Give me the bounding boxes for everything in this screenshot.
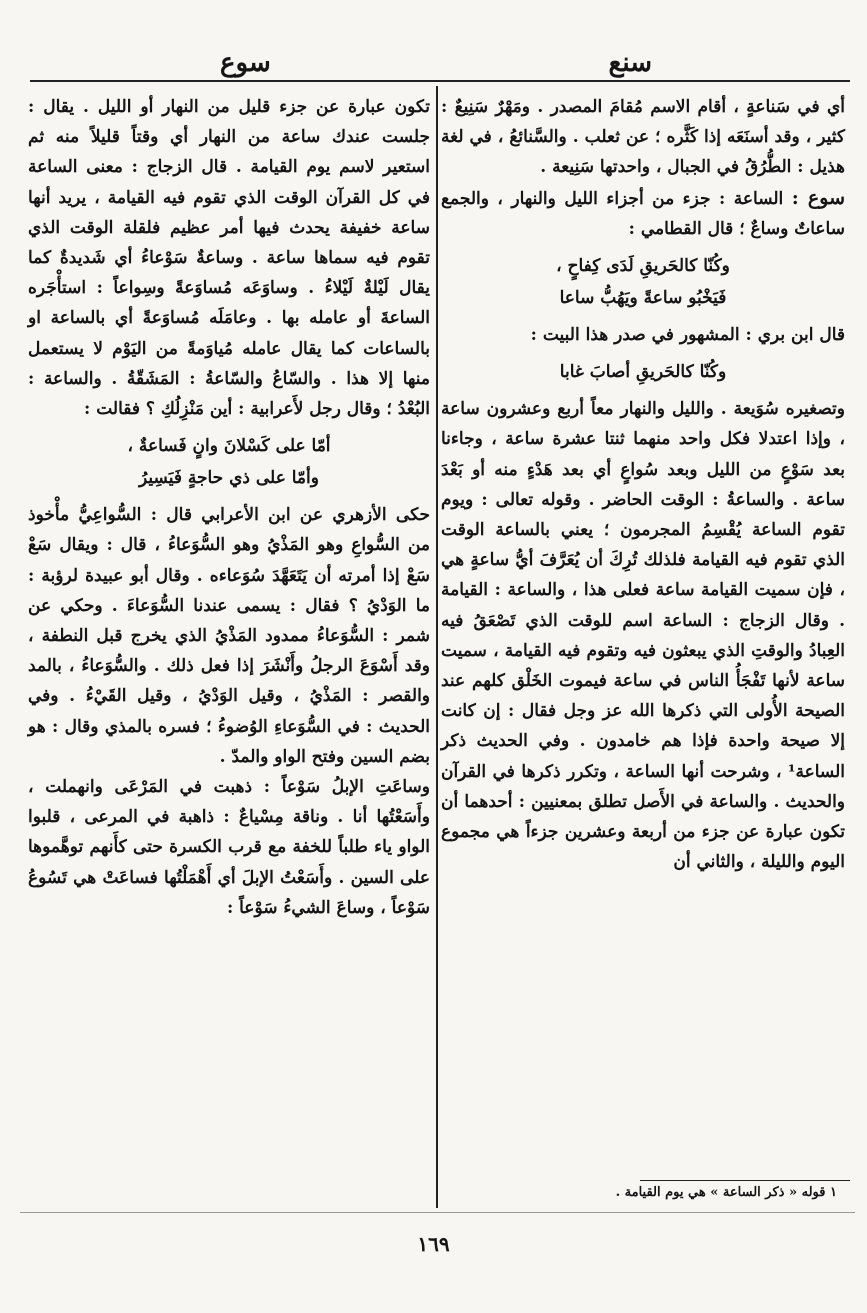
entry-head-word: سوع : [791, 186, 846, 209]
footnote: ١ قوله « ذكر الساعة » هي يوم القيامة . [615, 1185, 837, 1200]
entry-paragraph-6: حكى الأزهري عن ابن الأعرابي قال : السُّواعِيُّ مأْخوذ من السُّواعِ وهو المَذْيُ وهو السُّوَعاءُ ، قال : ويقال سَعْ سَعْ إذا أمرته أن يَتَعَهَّدَ سُوَعاءه . وقال أبو عبيدة لرؤبة : ما الوَدْيُ ؟ فقال : يسمى عندنا السُّوَعاءَ . وحكي عن شمر : السُّوَعاءُ ممدود المَذْيُ الذي يخرج قبل النطفة ، وقد أَسْوَعَ الرجلُ وأَنْشَرَ إذا فعل ذلك . والسُّوَعاءُ ، بالمد والقصر : المَذْيُ ، وقيل الوَدْيُ ، وقيل القَيْءُ . وفي الحديث : في السُّوَعاءِ الوُضوءُ ؛ فسره بالمذي وقال : هو بضم السين وفتح الواو والمدّ . [28, 505, 430, 767]
entry-paragraph-3: قال ابن بري : المشهور في صدر هذا البيت : [530, 325, 845, 346]
left-column [28, 92, 430, 923]
verse-line: وكُنّا كالحَريقِ لَدَى كِفاحٍ ، [556, 256, 730, 277]
entry-paragraph-5: تكون عبارة عن جزء قليل من النهار أو الليل . يقال : جلست عندك ساعة من النهار أي وقتاً قليلاً منه ثم استعير لاسم يوم القيامة . قال الزجاج : معنى الساعة في كل القرآن الوقت الذي تقوم فيه القيامة ، يريد أنها ساعة خفيفة يحدث فيها أمر عظيم فلقلة الوقت الذي تقوم فيه سماها ساعة . وساعةٌ سَوْعاءُ أي شَديدةٌ كما يقال لَيْلةٌ لَيْلاءُ . وساوَعَه مُساوَعةً وسِواعاً : استأْجَره الساعةَ أو عامله بها . وعامَلَه مُساوَعةً أي بالساعة او بالساعات كما يقال عامله مُياوَمةً من اليَوْم لا يستعمل منها إلا هذا . والسّاعُ والسّاعةُ : المَشَقّةُ . والساعة : البُعْدُ ؛ وقال رجل لأَعرابية : أين مَنْزِلُكِ ؟ فقالت : [28, 97, 430, 420]
verse-line: وأمّا على ذي حاجةٍ فَيَسِيرُ [139, 468, 319, 489]
page-number: ١٦٩ [417, 1232, 450, 1256]
entry-paragraph-1: أي في سَناعةٍ ، أقام الاسم مُقامَ المصدر . ومَهْرٌ سَنِيعٌ : كثير ، وقد أسنَعَه إذا كَثَّره ؛ عن ثعلب . والسَّنائعُ ، في لغة هذيل : الطُّرُقُ في الجبال ، واحدتها سَنِيعة . [441, 97, 845, 178]
bottom-rule [20, 1212, 855, 1213]
verse-quotation-1 [441, 250, 845, 314]
verse-line: أمّا على كَسْلانَ وانٍ فَساعةٌ ، [127, 436, 331, 457]
header-left-word: سوع [220, 48, 271, 78]
header-right-word: سنع [608, 48, 652, 78]
right-column [441, 92, 845, 877]
column-divider [436, 86, 438, 1208]
entry-paragraph-2 [441, 183, 845, 244]
entry-text: الساعة : جزء من أجزاء الليل والنهار ، والجمع ساعاتٌ وساعٌ ؛ قال القطامي : [441, 188, 845, 239]
verse-quotation-2 [441, 356, 845, 388]
top-rule [30, 80, 850, 82]
verse-line: وكُنّا كالحَريقِ أصابَ غابا [559, 362, 727, 383]
footnote-rule [640, 1180, 850, 1181]
entry-paragraph-7: وساعَتِ الإبلُ سَوْعاً : ذهبت في المَرْعَى وانهملت ، وأَسَعْتُها أنا . وناقة مِسْياعٌ : ذاهبة في المرعى ، قلبوا الواو ياء طلباً للخفة مع قرب الكسرة حتى كأَنهم توهَّموها على السين . وأَسَعْتُ الإبلَ أي أَهْمَلْتُها فساعَتْ هي تَسُوعُ سَوْعاً ، وساعَ الشيءُ سَوْعاً : [28, 777, 430, 918]
verse-line: فَيَخْبُو ساعةً ويَهُبُّ ساعا [559, 288, 727, 309]
verse-quotation-3 [28, 430, 430, 494]
entry-paragraph-4: وتصغيره سُوَيعة . والليل والنهار معاً أربع وعشرون ساعة ، وإذا اعتدلا فكل واحد منهما ثنتا عشرة ساعة ، وجاءنا بعد سَوْعٍ من الليل وبعد سُواعٍ أي بعد هَدْءٍ منه أو بَعْدَ ساعة . والساعةُ : الوقت الحاضر . وقوله تعالى : ويوم تقوم الساعة يُقْسِمُ المجرمون ؛ يعني بالساعة الوقت الذي تقوم فيه القيامة فلذلك تُرِكَ أن يُعَرَّفَ أيُّ ساعةٍ هي ، فإن سميت القيامة ساعة فعلى هذا ، والساعة : القيامة . وقال الزجاج : الساعة اسم للوقت الذي تَصْعَقُ فيه العِبادُ والوقتِ الذي يبعثون فيه وتقوم فيه القيامة ، سميت ساعة لأنها تَفْجَأُ الناس في ساعة فيموت الخَلْق كلهم عند الصيحة الأُولى التي ذكرها الله عز وجل فقال : إن كانت إلا صيحة واحدة فإذا هم خامدون . وفي الحديث ذكر الساعة¹ ، وشرحت أنها الساعة ، وتكرر ذكرها في القرآن والحديث . والساعة في الأَصل تطلق بمعنيين : أحدهما أن تكون عبارة عن جزء من أربعة وعشرين جزءاً هي مجموع اليوم والليلة ، والثاني أن [441, 399, 845, 873]
